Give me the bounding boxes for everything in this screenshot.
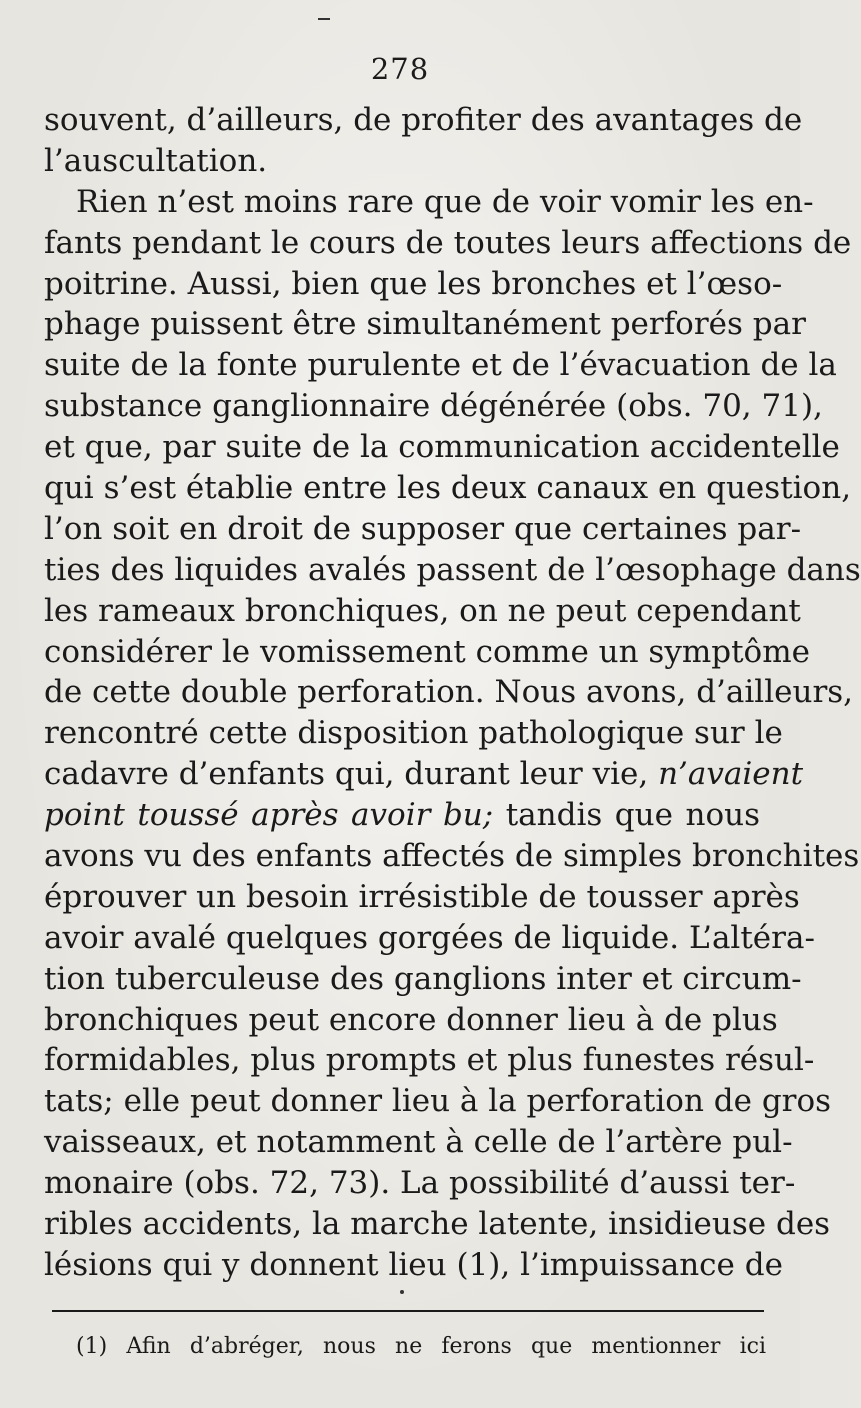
text-line: avoir avalé quelques gorgées de liquide. L’altéra-: [44, 919, 815, 956]
text-line: vaisseaux, et notamment à celle de l’artère pul-: [44, 1124, 793, 1161]
text-line: ribles accidents, la marche latente, insidieuse des: [44, 1206, 831, 1243]
footnote: (1) Afin d’abréger, nous ne ferons que mentionner ici: [76, 1334, 766, 1359]
body-text: [44, 100, 861, 1286]
text-line: considérer le vomissement comme un symptôme: [44, 633, 810, 670]
text-line: phage puissent être simultanément perforés par: [44, 306, 806, 343]
text-line: qui s’est établie entre les deux canaux en question,: [44, 470, 852, 507]
page-number: 278: [370, 52, 430, 86]
text-line: rencontré cette disposition pathologique sur le: [44, 715, 783, 752]
text-line: suite de la fonte purulente et de l’évacuation de la: [44, 347, 837, 384]
text-segment: cadavre d’enfants qui, durant leur vie,: [44, 756, 649, 793]
italic-segment: n’avaient: [658, 756, 804, 793]
text-line: souvent, d’ailleurs, de profiter des avantages de: [44, 102, 803, 138]
text-line: l’auscultation.: [44, 142, 268, 179]
text-line: éprouver un besoin irrésistible de tousser après: [44, 878, 800, 915]
footnote-rule: [52, 1310, 764, 1312]
text-line-mixed: [44, 795, 760, 836]
text-line: de cette double perforation. Nous avons, d’ailleurs,: [44, 674, 854, 711]
ink-speck: [318, 18, 330, 20]
text-line: monaire (obs. 72, 73). La possibilité d’aussi ter-: [44, 1165, 796, 1202]
text-line: substance ganglionnaire dégénérée (obs. 70, 71),: [44, 388, 823, 425]
ink-speck: [400, 1290, 404, 1294]
text-line: formidables, plus prompts et plus funestes résul-: [44, 1042, 815, 1079]
text-line: ties des liquides avalés passent de l’œsophage dans: [44, 551, 861, 588]
text-line: l’on soit en droit de supposer que certaines par-: [44, 510, 802, 547]
text-line: et que, par suite de la communication accidentelle: [44, 429, 840, 466]
text-line: poitrine. Aussi, bien que les bronches et l’œso-: [44, 265, 783, 302]
text-line: les rameaux bronchiques, on ne peut cependant: [44, 592, 801, 629]
text-line: tion tuberculeuse des ganglions inter et circum-: [44, 960, 802, 997]
text-segment: tandis que nous: [505, 797, 760, 834]
text-line: avons vu des enfants affectés de simples bronchites: [44, 838, 860, 875]
text-line: bronchiques peut encore donner lieu à de plus: [44, 1001, 778, 1038]
text-line: fants pendant le cours de toutes leurs affections de: [44, 224, 852, 261]
italic-segment: point toussé après avoir bu;: [44, 797, 494, 834]
text-line: Rien n’est moins rare que de voir vomir les en-: [76, 183, 814, 220]
text-line: tats; elle peut donner lieu à la perforation de gros: [44, 1083, 832, 1120]
text-line-mixed: [44, 754, 804, 795]
text-line: lésions qui y donnent lieu (1), l’impuissance de: [44, 1246, 783, 1283]
